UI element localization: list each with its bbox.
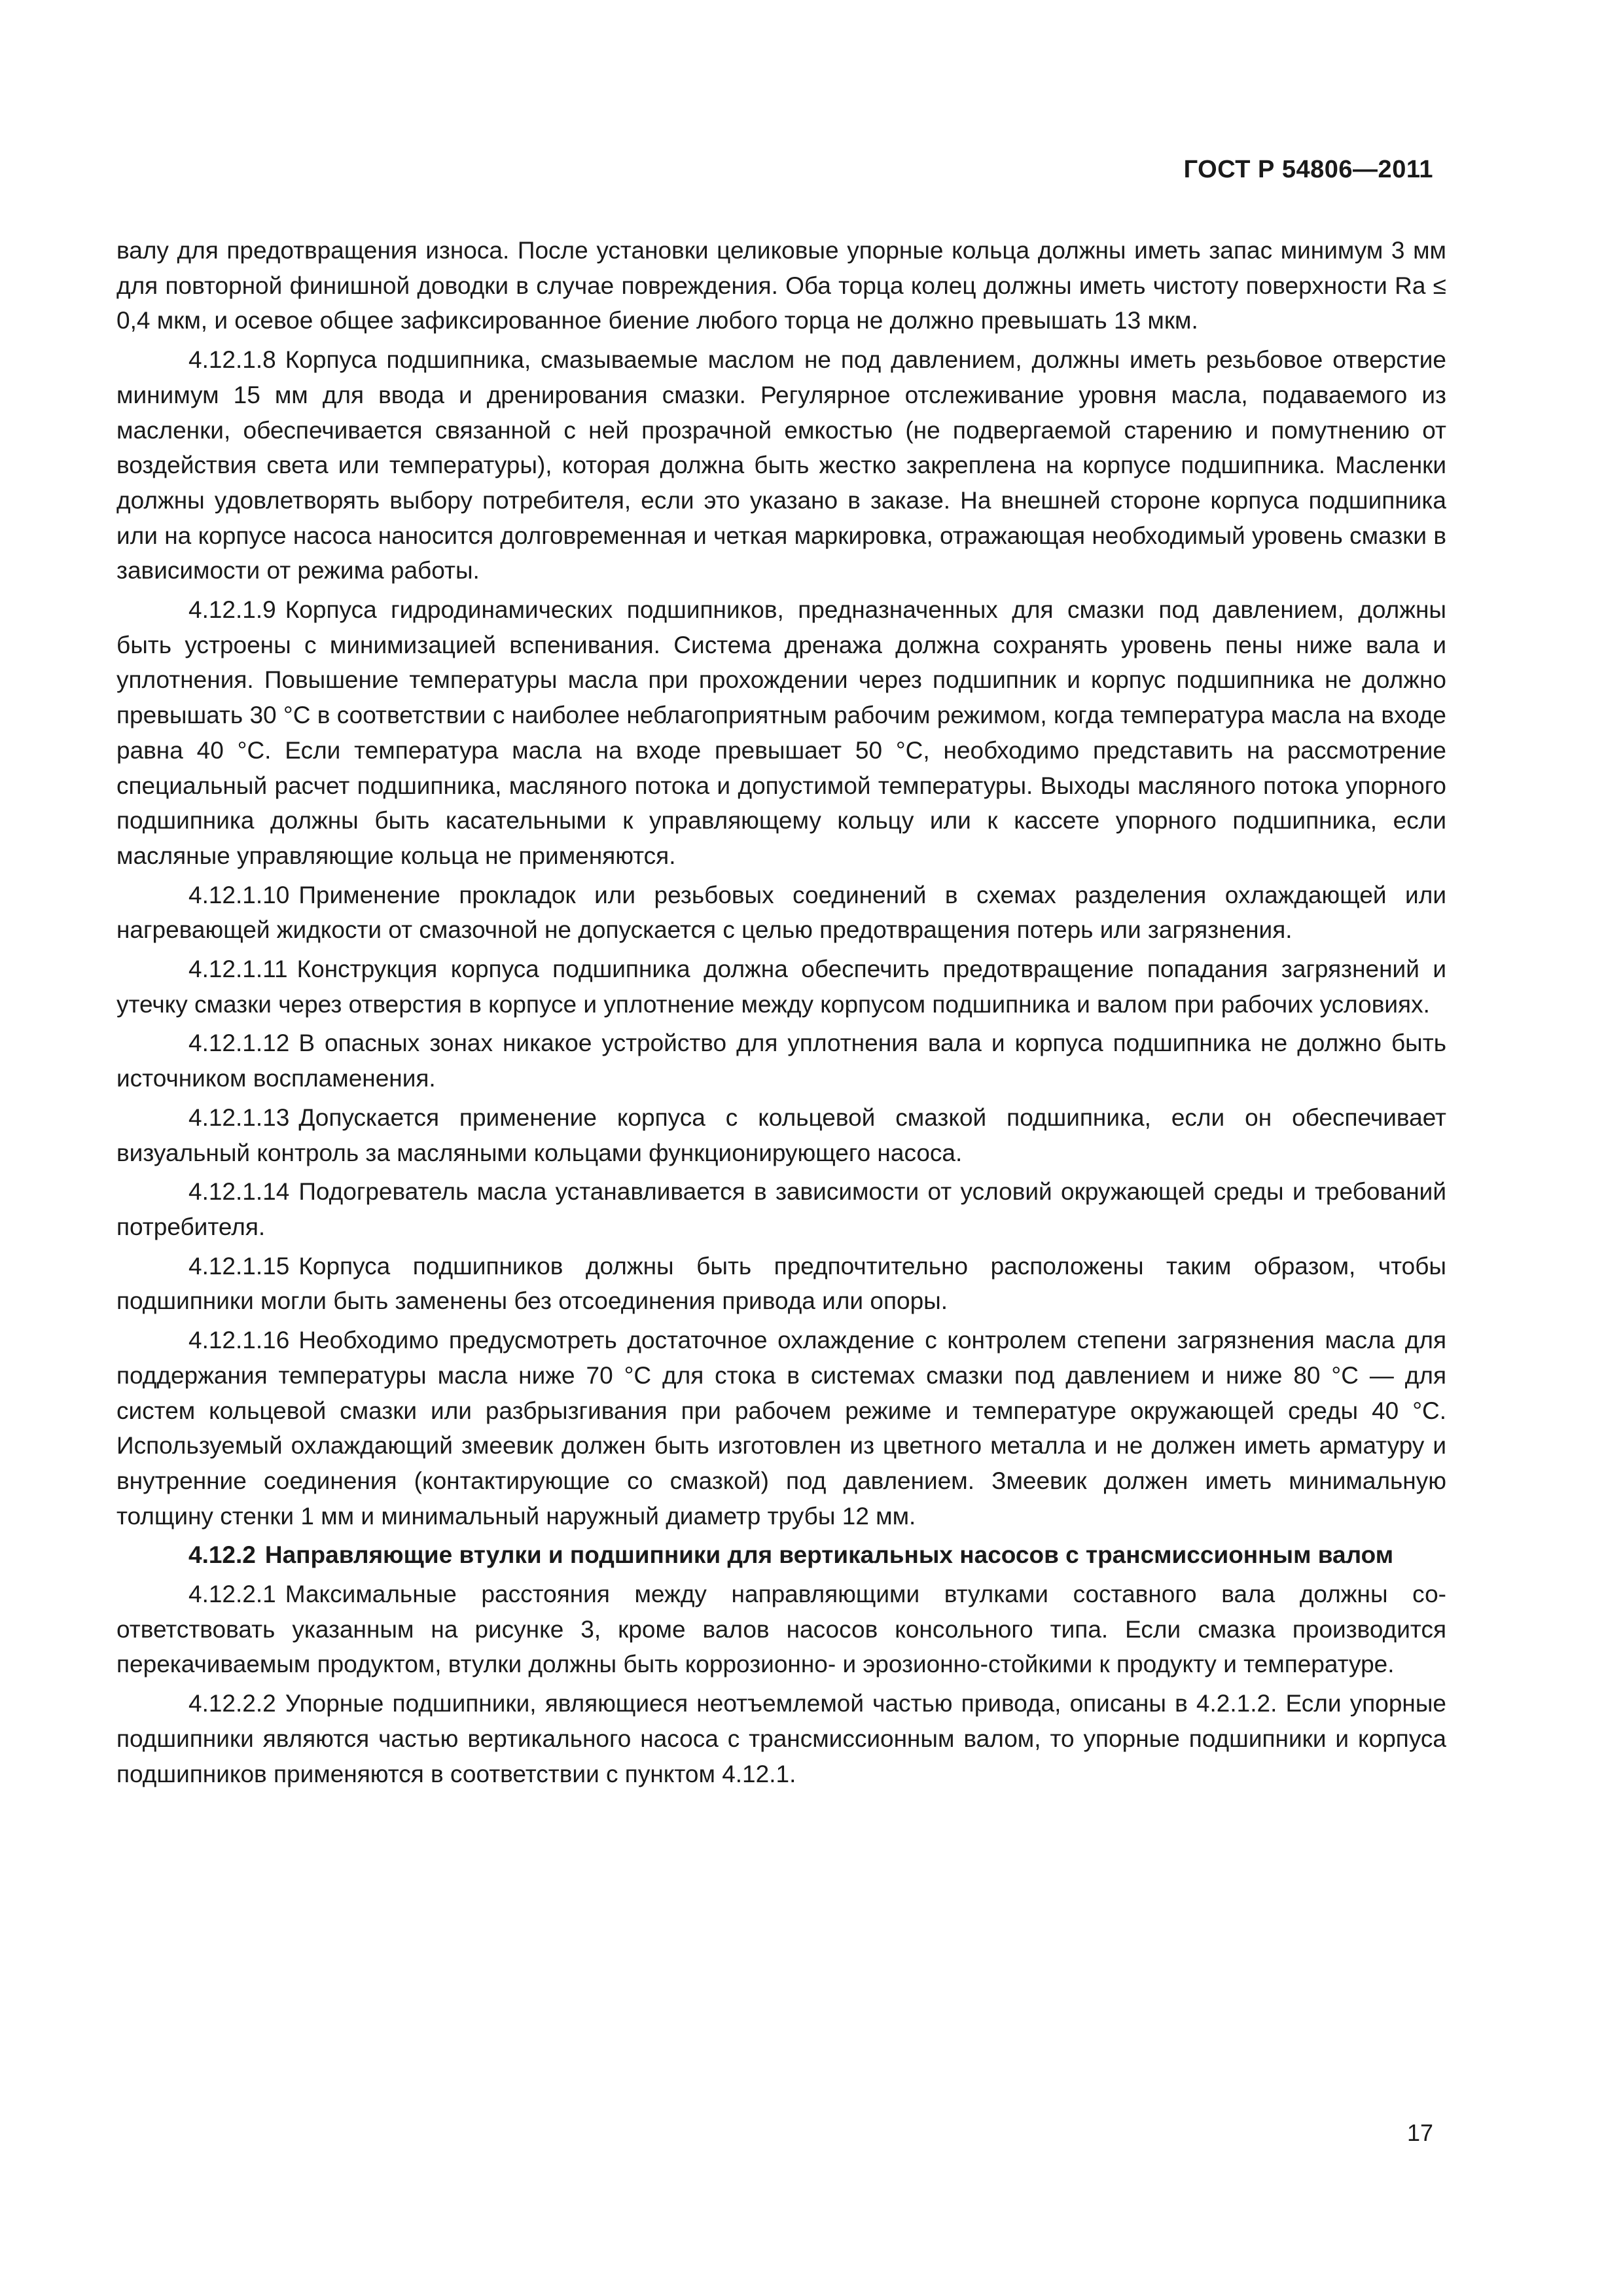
clause-text: Корпуса подшипника, смазываемые маслом не под давлением, должны иметь резьбовое отверстие минимум 15 мм для ввода и дренирования смазки. Регулярное отслеживание уровня масла, подаваемого из масленки, обеспечивается связанной с ней прозрачной емкостью (не подвергаемой старению и помутнению от воздействия света или температуры), которая должна быть жестко закреплена на корпусе подшипника. Масленки должны удовлетворять выбору потребителя, если это указано в заказе. На внешней стороне корпуса подшипника или на корпусе насоса наносится долговременная и четкая маркировка, отражающая необходимый уровень смазки в зависимости от режима работы.: [116, 346, 1446, 584]
clause-text: Упорные подшипники, являющиеся неотъемлемой частью привода, описаны в 4.2.1.2. Если упорные подшипники являются частью вертикального насоса с трансмиссионным валом, то упорные подшипники и корпуса подшипников применяются в соответствии с пунктом 4.12.1.: [116, 1690, 1446, 1787]
clause-paragraph: [116, 1249, 1446, 1319]
clause-paragraph: [116, 878, 1446, 948]
clause-text: Корпуса подшипников должны быть предпочтительно расположены таким образом, чтобы подшипники могли быть заменены без отсоединения привода или опоры.: [116, 1252, 1446, 1315]
clause-number: 4.12.1.9: [188, 596, 276, 624]
clause-text: Максимальные расстояния между направляющими втулками составного вала должны соответствовать указанным на рисунке 3, кроме валов насосов консольного типа. Если смазка производится перекачиваемым продуктом, втулки должны быть коррозионно- и эрозионно-стойкими к продукту и температуре.: [116, 1581, 1446, 1678]
clause-text: Допускается применение корпуса с кольцевой смазкой подшипника, если он обеспечивает визуальный контроль за масляными кольцами функционирующего насоса.: [116, 1103, 1446, 1166]
clause-number: 4.12.2.1: [188, 1581, 276, 1608]
clause-paragraph: [116, 1686, 1446, 1791]
clause-paragraph: [116, 952, 1446, 1022]
clause-paragraph: [116, 592, 1446, 874]
clause-number: 4.12.1.16: [188, 1327, 290, 1354]
clause-number: 4.12.1.14: [188, 1178, 290, 1206]
document-code-header: ГОСТ Р 54806—2011: [1183, 156, 1433, 183]
clause-number: 4.12.1.13: [188, 1103, 290, 1131]
clause-paragraph: [116, 1026, 1446, 1096]
clause-number: 4.12.2.2: [188, 1690, 276, 1717]
clause-number: 4.12.1.10: [188, 881, 290, 908]
clause-number: 4.12.1.15: [188, 1252, 290, 1280]
clause-text: Применение прокладок или резьбовых соединений в схемах разделения охлаждающей или нагревающей жидкости от смазочной не допускается с целью предотвращения потерь или загрязнения.: [116, 881, 1446, 944]
clause-number: 4.12.1.12: [188, 1030, 290, 1057]
clause-paragraph: [116, 1100, 1446, 1170]
clause-text: валу для предотвращения износа. После установки целиковые упорные кольца должны иметь запас минимум 3 мм для повторной финишной доводки в случае повреждения. Оба торца колец должны иметь чистоту поверхности Ra ≤ 0,4 мкм, и осевое общее зафиксированное биение любого торца не должно превышать 13 мкм.: [116, 237, 1446, 334]
clause-number: 4.12.1.8: [188, 346, 276, 374]
section-heading: [116, 1537, 1446, 1573]
document-body: [116, 233, 1446, 1795]
page-number: 17: [1406, 2119, 1433, 2146]
continuation-paragraph: [116, 233, 1446, 338]
clause-text: Конструкция корпуса подшипника должна обеспечить предотвращение попадания загрязнений и утечку смазки через отверстия в корпусе и уплотнение между корпусом подшипника и валом при рабочих условиях.: [116, 956, 1446, 1018]
clause-text: В опасных зонах никакое устройство для уплотнения вала и корпуса подшипника не должно быть источником воспламенения.: [116, 1030, 1446, 1092]
clause-paragraph: [116, 1323, 1446, 1534]
clause-text: Корпуса гидродинамических подшипников, предназначенных для смазки под давлением, должны быть устроены с минимизацией вспенивания. Система дренажа должна сохранять уровень пены ниже вала и уплотнения. Повышение температуры масла при прохождении через подшипник и корпус подшипника не должно превышать 30 °С в соответствии с наиболее неблагоприятным рабочим режимом, когда температура масла на входе равна 40 °С. Если температура масла на входе превышает 50 °С, необходимо представить на рассмотрение специальный расчет подшипника, масляного потока и допустимой температуры. Выходы масляного потока упорного подшипника должны быть касательными к управляющему кольцу или к кассете упорного подшипника, если масляные управляющие кольца не применяются.: [116, 596, 1446, 869]
clause-paragraph: [116, 1577, 1446, 1682]
clause-number: 4.12.2: [188, 1541, 256, 1569]
clause-text: Направляющие втулки и подшипники для вертикальных насосов с трансмиссионным валом: [264, 1541, 1394, 1569]
clause-paragraph: [116, 342, 1446, 588]
clause-text: Необходимо предусмотреть достаточное охлаждение с контролем степени загрязнения масла для поддержания температуры масла ниже 70 °С для стока в системах смазки под давлением и ниже 80 °С — для систем кольцевой смазки или разбрызгивания при рабочем режиме и температуре окружающей среды 40 °С. Используемый охлаждающий змеевик должен быть изготовлен из цветного металла и не должен иметь арматуру и внутренние соединения (контактирующие со смазкой) под давлением. Змеевик должен иметь минимальную толщину стенки 1 мм и минимальный наружный диаметр трубы 12 мм.: [116, 1327, 1446, 1530]
clause-text: Подогреватель масла устанавливается в зависимости от условий окружающей среды и требований потребителя.: [116, 1178, 1446, 1240]
clause-number: 4.12.1.11: [188, 956, 288, 983]
clause-paragraph: [116, 1174, 1446, 1244]
